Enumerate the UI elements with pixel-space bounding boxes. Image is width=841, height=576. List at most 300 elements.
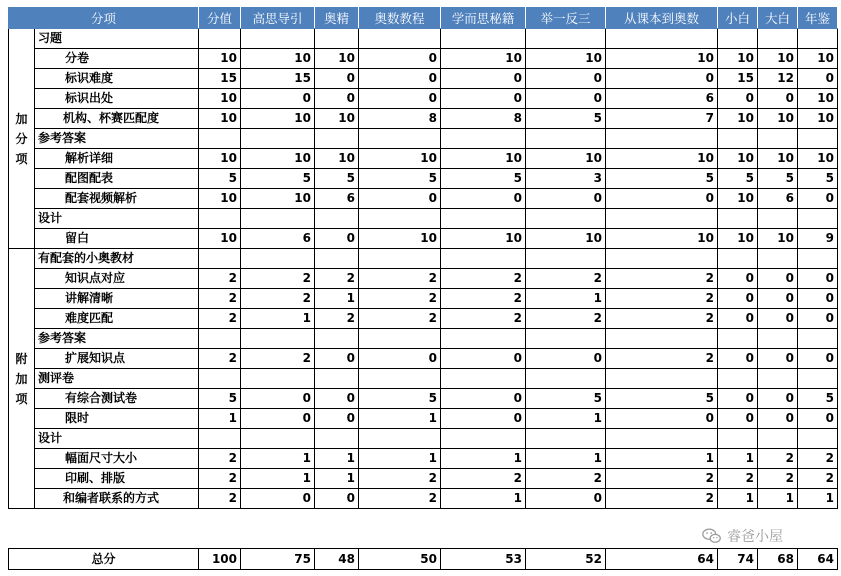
score-cell: 5 bbox=[315, 169, 359, 189]
score-cell: 2 bbox=[758, 449, 798, 469]
score-cell: 0 bbox=[359, 49, 441, 69]
empty-cell bbox=[315, 129, 359, 149]
group-label-char: 加 bbox=[15, 111, 28, 126]
score-cell: 10 bbox=[359, 149, 441, 169]
score-cell: 0 bbox=[798, 269, 838, 289]
row-label: 难度匹配 bbox=[35, 309, 199, 329]
score-cell: 10 bbox=[315, 49, 359, 69]
section-row bbox=[9, 129, 838, 149]
score-cell: 0 bbox=[359, 89, 441, 109]
score-cell: 0 bbox=[315, 229, 359, 249]
score-cell: 0 bbox=[798, 189, 838, 209]
row-label: 机构、杯赛匹配度 bbox=[35, 109, 199, 129]
empty-cell bbox=[199, 209, 241, 229]
score-cell: 1 bbox=[359, 449, 441, 469]
score-cell: 1 bbox=[526, 449, 606, 469]
score-cell: 5 bbox=[606, 169, 718, 189]
score-cell: 10 bbox=[718, 189, 758, 209]
score-cell: 10 bbox=[199, 109, 241, 129]
score-cell: 0 bbox=[526, 349, 606, 369]
score-cell: 10 bbox=[199, 189, 241, 209]
score-cell: 10 bbox=[718, 229, 758, 249]
score-cell: 5 bbox=[526, 389, 606, 409]
score-cell: 10 bbox=[199, 149, 241, 169]
score-cell: 6 bbox=[241, 229, 315, 249]
score-cell: 0 bbox=[241, 389, 315, 409]
row-label: 幅面尺寸大小 bbox=[35, 449, 199, 469]
empty-cell bbox=[606, 29, 718, 49]
score-cell: 0 bbox=[359, 189, 441, 209]
empty-cell bbox=[758, 329, 798, 349]
score-cell: 10 bbox=[798, 89, 838, 109]
score-cell: 10 bbox=[798, 149, 838, 169]
empty-cell bbox=[441, 29, 526, 49]
score-cell: 0 bbox=[441, 389, 526, 409]
column-header: 高思导引 bbox=[241, 8, 315, 29]
section-row bbox=[9, 369, 838, 389]
empty-cell bbox=[359, 429, 441, 449]
score-cell: 10 bbox=[359, 229, 441, 249]
empty-cell bbox=[315, 209, 359, 229]
score-cell: 2 bbox=[315, 309, 359, 329]
score-cell: 15 bbox=[199, 69, 241, 89]
score-cell: 1 bbox=[315, 469, 359, 489]
score-cell: 2 bbox=[199, 449, 241, 469]
table-row bbox=[9, 349, 838, 369]
score-cell: 0 bbox=[606, 69, 718, 89]
empty-cell bbox=[606, 329, 718, 349]
score-cell: 0 bbox=[441, 349, 526, 369]
score-cell: 10 bbox=[199, 229, 241, 249]
score-cell: 0 bbox=[359, 69, 441, 89]
score-cell: 10 bbox=[606, 49, 718, 69]
empty-cell bbox=[798, 429, 838, 449]
total-score-cell: 75 bbox=[241, 549, 315, 570]
score-cell: 10 bbox=[526, 149, 606, 169]
empty-cell bbox=[441, 429, 526, 449]
score-cell: 0 bbox=[526, 489, 606, 509]
score-cell: 0 bbox=[441, 409, 526, 429]
score-cell: 0 bbox=[315, 349, 359, 369]
score-cell: 10 bbox=[241, 109, 315, 129]
section-title: 习题 bbox=[35, 29, 199, 49]
empty-cell bbox=[241, 249, 315, 269]
score-cell: 2 bbox=[199, 289, 241, 309]
score-cell: 2 bbox=[359, 489, 441, 509]
section-row bbox=[9, 249, 838, 269]
score-cell: 2 bbox=[606, 269, 718, 289]
score-cell: 2 bbox=[441, 309, 526, 329]
score-cell: 0 bbox=[441, 69, 526, 89]
total-score-cell: 64 bbox=[798, 549, 838, 570]
group-label-char: 加 bbox=[15, 371, 28, 386]
row-label: 留白 bbox=[35, 229, 199, 249]
score-cell: 2 bbox=[526, 269, 606, 289]
section-title: 参考答案 bbox=[35, 129, 199, 149]
total-score-cell: 48 bbox=[315, 549, 359, 570]
empty-cell bbox=[241, 369, 315, 389]
score-cell: 10 bbox=[758, 229, 798, 249]
column-header: 从课本到奥数 bbox=[606, 8, 718, 29]
empty-cell bbox=[199, 249, 241, 269]
score-cell: 12 bbox=[758, 69, 798, 89]
empty-cell bbox=[758, 209, 798, 229]
score-cell: 1 bbox=[241, 309, 315, 329]
score-cell: 0 bbox=[798, 69, 838, 89]
score-cell: 2 bbox=[758, 469, 798, 489]
empty-cell bbox=[606, 429, 718, 449]
score-cell: 1 bbox=[758, 489, 798, 509]
score-cell: 0 bbox=[718, 389, 758, 409]
empty-cell bbox=[315, 369, 359, 389]
score-cell: 2 bbox=[606, 469, 718, 489]
empty-cell bbox=[526, 129, 606, 149]
score-cell: 10 bbox=[758, 49, 798, 69]
group-label-char: 项 bbox=[15, 391, 28, 406]
empty-cell bbox=[718, 29, 758, 49]
score-cell: 10 bbox=[199, 89, 241, 109]
empty-cell bbox=[241, 209, 315, 229]
score-cell: 1 bbox=[199, 409, 241, 429]
column-header: 大白 bbox=[758, 8, 798, 29]
empty-cell bbox=[798, 369, 838, 389]
score-cell: 6 bbox=[758, 189, 798, 209]
score-cell: 0 bbox=[718, 349, 758, 369]
score-cell: 5 bbox=[199, 389, 241, 409]
empty-cell bbox=[758, 249, 798, 269]
score-cell: 0 bbox=[798, 309, 838, 329]
total-score-cell: 64 bbox=[606, 549, 718, 570]
score-cell: 1 bbox=[315, 449, 359, 469]
column-header: 分项 bbox=[9, 8, 199, 29]
empty-cell bbox=[606, 249, 718, 269]
empty-cell bbox=[315, 249, 359, 269]
table-row bbox=[9, 469, 838, 489]
score-cell: 0 bbox=[718, 409, 758, 429]
table-row bbox=[9, 169, 838, 189]
score-cell: 1 bbox=[441, 489, 526, 509]
column-header: 举一反三 bbox=[526, 8, 606, 29]
table-row bbox=[9, 229, 838, 249]
empty-cell bbox=[718, 129, 758, 149]
score-cell: 10 bbox=[441, 149, 526, 169]
table-row bbox=[9, 49, 838, 69]
score-cell: 5 bbox=[798, 389, 838, 409]
row-label: 配图配表 bbox=[35, 169, 199, 189]
table-row bbox=[9, 389, 838, 409]
total-score-cell: 74 bbox=[718, 549, 758, 570]
score-cell: 1 bbox=[526, 409, 606, 429]
empty-cell bbox=[199, 369, 241, 389]
empty-cell bbox=[241, 129, 315, 149]
score-cell: 0 bbox=[241, 489, 315, 509]
score-cell: 10 bbox=[718, 149, 758, 169]
score-cell: 1 bbox=[798, 489, 838, 509]
empty-cell bbox=[441, 249, 526, 269]
empty-cell bbox=[441, 369, 526, 389]
total-score-cell: 53 bbox=[441, 549, 526, 570]
header-row bbox=[9, 8, 838, 29]
empty-cell bbox=[798, 129, 838, 149]
table-row bbox=[9, 289, 838, 309]
table-row bbox=[9, 149, 838, 169]
score-cell: 0 bbox=[359, 349, 441, 369]
score-cell: 10 bbox=[718, 49, 758, 69]
score-cell: 0 bbox=[315, 409, 359, 429]
empty-cell bbox=[241, 29, 315, 49]
empty-cell bbox=[526, 249, 606, 269]
score-cell: 0 bbox=[526, 89, 606, 109]
empty-cell bbox=[758, 369, 798, 389]
score-cell: 2 bbox=[199, 269, 241, 289]
empty-cell bbox=[241, 429, 315, 449]
score-cell: 2 bbox=[798, 469, 838, 489]
score-cell: 0 bbox=[606, 409, 718, 429]
section-row bbox=[9, 29, 838, 49]
empty-cell bbox=[315, 29, 359, 49]
score-cell: 2 bbox=[359, 469, 441, 489]
empty-cell bbox=[359, 369, 441, 389]
table-row bbox=[9, 109, 838, 129]
watermark-text: 睿爸小屋 bbox=[727, 529, 783, 545]
score-cell: 10 bbox=[241, 189, 315, 209]
row-label: 扩展知识点 bbox=[35, 349, 199, 369]
empty-cell bbox=[359, 249, 441, 269]
table-row bbox=[9, 409, 838, 429]
empty-cell bbox=[798, 249, 838, 269]
section-row bbox=[9, 429, 838, 449]
score-cell: 10 bbox=[441, 229, 526, 249]
score-cell: 0 bbox=[718, 89, 758, 109]
total-table bbox=[8, 548, 838, 570]
row-label: 分卷 bbox=[35, 49, 199, 69]
table-row bbox=[9, 449, 838, 469]
score-cell: 15 bbox=[241, 69, 315, 89]
section-title: 设计 bbox=[35, 209, 199, 229]
score-cell: 2 bbox=[199, 469, 241, 489]
table-row bbox=[9, 489, 838, 509]
score-cell: 2 bbox=[359, 309, 441, 329]
score-cell: 2 bbox=[359, 269, 441, 289]
table-row bbox=[9, 89, 838, 109]
empty-cell bbox=[199, 29, 241, 49]
score-cell: 5 bbox=[199, 169, 241, 189]
score-cell: 0 bbox=[718, 269, 758, 289]
group-label-char: 项 bbox=[15, 151, 28, 166]
score-cell: 7 bbox=[606, 109, 718, 129]
score-cell: 0 bbox=[441, 89, 526, 109]
empty-cell bbox=[199, 129, 241, 149]
score-cell: 0 bbox=[758, 89, 798, 109]
score-cell: 6 bbox=[315, 189, 359, 209]
score-cell: 10 bbox=[315, 109, 359, 129]
section-title: 有配套的小奥教材 bbox=[35, 249, 199, 269]
empty-cell bbox=[241, 329, 315, 349]
score-cell: 0 bbox=[315, 69, 359, 89]
column-header: 学而思秘籍 bbox=[441, 8, 526, 29]
empty-cell bbox=[718, 329, 758, 349]
table-row bbox=[9, 189, 838, 209]
empty-cell bbox=[526, 369, 606, 389]
score-table bbox=[8, 7, 838, 509]
score-cell: 1 bbox=[718, 449, 758, 469]
row-label: 标识出处 bbox=[35, 89, 199, 109]
total-score-cell: 100 bbox=[199, 549, 241, 570]
row-label: 配套视频解析 bbox=[35, 189, 199, 209]
score-cell: 5 bbox=[359, 389, 441, 409]
score-cell: 1 bbox=[441, 449, 526, 469]
score-cell: 0 bbox=[758, 349, 798, 369]
score-cell: 0 bbox=[798, 349, 838, 369]
score-cell: 10 bbox=[758, 109, 798, 129]
score-cell: 2 bbox=[606, 489, 718, 509]
score-cell: 10 bbox=[241, 49, 315, 69]
score-cell: 2 bbox=[526, 309, 606, 329]
empty-cell bbox=[526, 429, 606, 449]
score-cell: 10 bbox=[606, 149, 718, 169]
score-cell: 1 bbox=[241, 469, 315, 489]
empty-cell bbox=[315, 329, 359, 349]
score-cell: 2 bbox=[606, 349, 718, 369]
empty-cell bbox=[758, 129, 798, 149]
score-cell: 2 bbox=[798, 449, 838, 469]
empty-cell bbox=[359, 209, 441, 229]
score-cell: 0 bbox=[606, 189, 718, 209]
total-score-cell: 50 bbox=[359, 549, 441, 570]
score-cell: 10 bbox=[526, 229, 606, 249]
section-title: 设计 bbox=[35, 429, 199, 449]
empty-cell bbox=[199, 429, 241, 449]
score-cell: 0 bbox=[315, 89, 359, 109]
empty-cell bbox=[441, 129, 526, 149]
score-cell: 0 bbox=[718, 309, 758, 329]
score-cell: 2 bbox=[606, 289, 718, 309]
score-cell: 15 bbox=[718, 69, 758, 89]
wechat-icon bbox=[701, 525, 723, 547]
empty-cell bbox=[798, 209, 838, 229]
score-cell: 8 bbox=[359, 109, 441, 129]
score-cell: 0 bbox=[241, 409, 315, 429]
row-label: 和编者联系的方式 bbox=[35, 489, 199, 509]
empty-cell bbox=[606, 369, 718, 389]
score-cell: 1 bbox=[241, 449, 315, 469]
total-label: 总分 bbox=[9, 549, 199, 570]
score-cell: 2 bbox=[241, 289, 315, 309]
empty-cell bbox=[526, 329, 606, 349]
empty-cell bbox=[718, 249, 758, 269]
score-cell: 2 bbox=[199, 489, 241, 509]
score-cell: 0 bbox=[798, 289, 838, 309]
empty-cell bbox=[758, 429, 798, 449]
section-row bbox=[9, 209, 838, 229]
section-title: 参考答案 bbox=[35, 329, 199, 349]
score-cell: 1 bbox=[606, 449, 718, 469]
score-cell: 6 bbox=[606, 89, 718, 109]
empty-cell bbox=[359, 29, 441, 49]
score-cell: 5 bbox=[359, 169, 441, 189]
score-cell: 10 bbox=[315, 149, 359, 169]
group-label-char: 分 bbox=[15, 131, 28, 146]
score-cell: 2 bbox=[241, 269, 315, 289]
score-cell: 10 bbox=[798, 109, 838, 129]
empty-cell bbox=[718, 209, 758, 229]
total-score-cell: 68 bbox=[758, 549, 798, 570]
empty-cell bbox=[359, 129, 441, 149]
score-cell: 8 bbox=[441, 109, 526, 129]
score-cell: 2 bbox=[315, 269, 359, 289]
score-cell: 2 bbox=[441, 289, 526, 309]
empty-cell bbox=[606, 209, 718, 229]
column-header: 奥数教程 bbox=[359, 8, 441, 29]
row-label: 知识点对应 bbox=[35, 269, 199, 289]
score-cell: 0 bbox=[758, 389, 798, 409]
score-cell: 2 bbox=[359, 289, 441, 309]
row-label: 限时 bbox=[35, 409, 199, 429]
score-cell: 5 bbox=[441, 169, 526, 189]
score-cell: 2 bbox=[526, 469, 606, 489]
score-cell: 2 bbox=[199, 309, 241, 329]
table-row bbox=[9, 309, 838, 329]
score-cell: 1 bbox=[315, 289, 359, 309]
empty-cell bbox=[718, 429, 758, 449]
section-row bbox=[9, 329, 838, 349]
score-cell: 1 bbox=[359, 409, 441, 429]
row-label: 解析详细 bbox=[35, 149, 199, 169]
group-label bbox=[9, 249, 35, 509]
empty-cell bbox=[718, 369, 758, 389]
score-cell: 0 bbox=[758, 269, 798, 289]
score-cell: 0 bbox=[798, 409, 838, 429]
score-cell: 0 bbox=[718, 289, 758, 309]
table-row bbox=[9, 269, 838, 289]
score-cell: 0 bbox=[526, 69, 606, 89]
score-cell: 10 bbox=[526, 49, 606, 69]
score-cell: 1 bbox=[526, 289, 606, 309]
score-cell: 0 bbox=[758, 309, 798, 329]
score-cell: 5 bbox=[606, 389, 718, 409]
score-cell: 3 bbox=[526, 169, 606, 189]
score-cell: 10 bbox=[798, 49, 838, 69]
score-cell: 5 bbox=[798, 169, 838, 189]
section-title: 测评卷 bbox=[35, 369, 199, 389]
score-cell: 0 bbox=[758, 409, 798, 429]
group-label bbox=[9, 29, 35, 249]
score-cell: 2 bbox=[241, 349, 315, 369]
score-cell: 0 bbox=[315, 389, 359, 409]
score-cell: 10 bbox=[606, 229, 718, 249]
score-cell: 5 bbox=[718, 169, 758, 189]
score-cell: 2 bbox=[199, 349, 241, 369]
group-label-char: 附 bbox=[15, 351, 28, 366]
empty-cell bbox=[315, 429, 359, 449]
column-header: 年鉴 bbox=[798, 8, 838, 29]
column-header: 分值 bbox=[199, 8, 241, 29]
empty-cell bbox=[798, 329, 838, 349]
empty-cell bbox=[441, 209, 526, 229]
score-cell: 2 bbox=[441, 269, 526, 289]
score-cell: 2 bbox=[441, 469, 526, 489]
empty-cell bbox=[359, 329, 441, 349]
empty-cell bbox=[199, 329, 241, 349]
total-score-cell: 52 bbox=[526, 549, 606, 570]
score-cell: 0 bbox=[758, 289, 798, 309]
empty-cell bbox=[606, 129, 718, 149]
empty-cell bbox=[758, 29, 798, 49]
empty-cell bbox=[441, 329, 526, 349]
score-cell: 0 bbox=[526, 189, 606, 209]
column-header: 小白 bbox=[718, 8, 758, 29]
score-cell: 9 bbox=[798, 229, 838, 249]
